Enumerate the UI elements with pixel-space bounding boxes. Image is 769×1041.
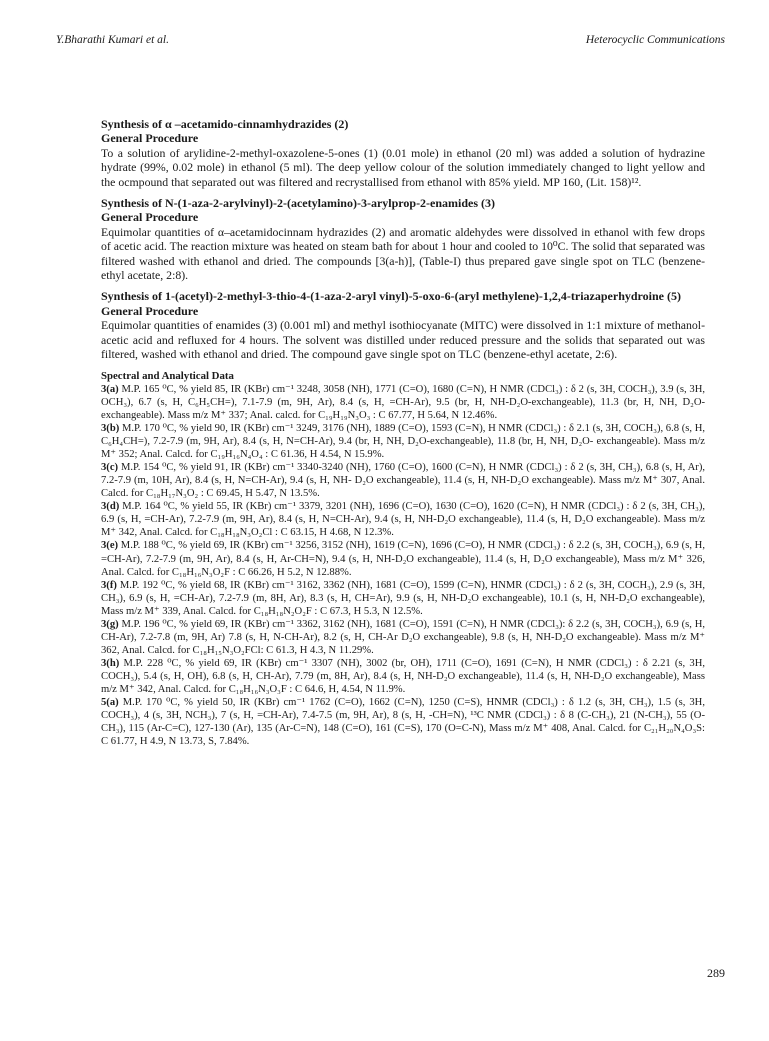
spectral-heading: Spectral and Analytical Data — [101, 369, 234, 382]
spectral-data-section — [101, 369, 705, 749]
entry-text: M.P. 196 ⁰C, % yield 69, IR (KBr) cm⁻¹ 3362, 3162 (NH), 1681 (C=O), 1591 (C=N), H NMR (CDCl₃): δ 2.2 (s, 3H, COCH₃), 6.9 (s, H, CH-Ar), 7.2-7.8 (m, 9H, Ar) 7.8 (s, H, N-CH-Ar), 8.2 (s, H, CH-Ar D₂O exchangeable), 9.8 (s, H, NH-D₂O exchangeable). Mass m/z M⁺ 362, Anal. Calcd. for C₁₈H₁₅N₃O₂FCl: C 61.3, H 4.3, N 11.29%. — [101, 618, 706, 656]
section-paragraph: Equimolar quantities of enamides (3) (0.001 ml) and methyl isothiocyanate (MITC) were dissolved in 1:1 mixture of methanol-acetic acid and refluxed for 4 hours. The solvent was distilled under reduced pressure and the solids that separated out was filtered, washed with ethanol and dried. The compound gave single spot on TLC (benzene-ethyl acetate, 2:6). — [101, 318, 705, 362]
spectral-entry — [101, 618, 705, 657]
spectral-entry — [101, 461, 705, 500]
spectral-entry — [101, 579, 705, 618]
section-title: Synthesis of 1-(acetyl)-2-methyl-3-thio-4-(1-aza-2-aryl vinyl)-5-oxo-6-(aryl methylene)-1,2,4-triazaperhydroine (5) — [101, 289, 681, 304]
entry-id: 3(g) — [101, 618, 119, 630]
section-triazaperhydroine — [101, 289, 705, 361]
entry-id: 3(c) — [101, 462, 119, 474]
entry-id: 3(a) — [101, 383, 119, 395]
header-journal: Heterocyclic Communications — [585, 34, 725, 46]
entry-id: 3(h) — [101, 657, 120, 669]
entry-text: M.P. 170 ⁰C, % yield 50, IR (KBr) cm⁻¹ 1762 (C=O), 1662 (C=N), 1250 (C=S), HNMR (CDCl₃) : δ 1.2 (s, 3H, CH₃), 1.5 (s, 3H, COCH₃), 4 (s, 3H, NCH₃), 7 (s, H, =CH-Ar), 7.4-7.5 (m, 9H, Ar), 8 (s, H, -CH=N), ¹³C NMR (CDCl₃) : δ 8 (C-CH₃), 21 (N-CH₃), 55 (O-CH₃), 115 (Ar-C=C), 127-130 (Ar), 135 (Ar-C=N), 148 (C=O), 161 (C=S), 170 (O=C-N), Mass m/z M⁺ 408, Anal. Calcd. for C₂₁H₂₀N₄O₃S: C 61.77, H 4.9, N 13.73, S, 7.84%. — [101, 697, 705, 748]
spectral-entry — [101, 383, 705, 422]
spectral-entry — [101, 422, 705, 461]
entry-id: 5(a) — [101, 697, 119, 709]
running-header — [56, 34, 725, 46]
section-acetamido-cinnamhydrazides — [101, 117, 705, 189]
section-subtitle: General Procedure — [101, 303, 199, 318]
spectral-entry — [101, 657, 705, 696]
section-enamides — [101, 196, 705, 282]
section-subtitle: General Procedure — [101, 210, 199, 225]
entry-text: M.P. 170 ⁰C, % yield 90, IR (KBr) cm⁻¹ 3249, 3176 (NH), 1889 (C=O), 1593 (C=N), H NMR (CDCl₃) : δ 2.1 (s, 3H, COCH₃), 6.8 (s, H, C₆H₄CH=), 7.2-7.9 (m, 9H, Ar), 8.4 (s, H, N=CH-Ar), 9.4 (br, H, NH, D₂O-exchangeable), 11.8 (br, H, NH, D₂O- exchangeable). Mass m/z M⁺ 352; Anal. Calcd. for C₁₉H₁₆N₄O₄ : C 61.36, H 4.54, N 15.9%. — [101, 423, 705, 461]
article-body — [101, 117, 705, 748]
entry-text: M.P. 228 ⁰C, % yield 69, IR (KBr) cm⁻¹ 3307 (NH), 3002 (br, OH), 1711 (C=O), 1691 (C=N), H NMR (CDCl₃) : δ 2.21 (s, 3H, COCH₃), 5.4 (s, H, OH), 6.8 (s, H, CH-Ar), 7.79 (m, 8H, Ar), 8.4 (s, H, NH-D₂O exchangeable), 11.4 (s, H, NH-D₂O exchangeable), Mass m/z M⁺ 342, Anal. Calcd. for C₁₈H₁₆N₃O₃F : C 64.6, H, 4.54, N 11.9%. — [101, 657, 706, 695]
section-title: Synthesis of α –acetamido-cinnamhydrazides (2) — [101, 117, 349, 131]
section-paragraph: To a solution of arylidine-2-methyl-oxazolene-5-ones (1) (0.01 mole) in ethanol (20 ml) was added a solution of hydrazine hydrate (99%, 0.02 mole) in ethanol (5 ml). The deep yellow colour of the solution immediately changed to light yellow and the ocmpound that separated out was filtered and recrystallised from ethanol with 85% yield. MP 160, (Lit. 158)¹². — [101, 145, 705, 189]
spectral-entries — [101, 383, 705, 748]
section-subtitle: General Procedure — [101, 131, 199, 146]
entry-text: M.P. 165 ⁰C, % yield 85, IR (KBr) cm⁻¹ 3248, 3058 (NH), 1771 (C=O), 1680 (C=N), H NMR (CDCl₃) : δ 2 (s, 3H, COCH₃), 3.9 (s, 3H, OCH₃), 6.7 (s, H, C₆H₅CH=), 7.1-7.9 (m, 9H, Ar), 8.4 (s, H, =CH-Ar), 9.5 (br, H, NH-D₂O-exchangeable), 11.3 (br, H, NH, D₂O-exchangeable). Mass m/z M⁺ 337; Anal. calcd. for C₁₉H₁₉N₃O₃ : C 67.77, H 5.64, N 12.46%. — [101, 383, 705, 421]
entry-text: M.P. 188 ⁰C, % yield 69, IR (KBr) cm⁻¹ 3256, 3152 (NH), 1619 (C=N), 1696 (C=O), H NMR (CDCl₃) : δ 2.2 (s, 3H, COCH₃), 6.9 (s, H, =CH-Ar), 7.2-7.9 (m, 9H, Ar), 8.4 (s, H, Ar-CH=N), 9.4 (s, H, NH-D₂O exchangeable), 11.4 (s, H, D₂O exchangeable), Mass m/z M⁺ 326, Anal. Calcd. for C₁₈H₁₆N₃O₂F : C 66.26, H 5.2, N 12.88%. — [101, 540, 705, 578]
page-number: 289 — [707, 966, 725, 980]
spectral-entry — [101, 696, 705, 748]
spectral-entry — [101, 500, 705, 539]
entry-id: 3(f) — [101, 579, 117, 591]
entry-text: M.P. 192 ⁰C, % yield 68, IR (KBr) cm⁻¹ 3162, 3362 (NH), 1681 (C=O), 1599 (C=N), HNMR (CDCl₃) : δ 2 (s, 3H, COCH₃), 2.9 (s, 3H, CH₃), 6.9 (s, H, =CH-Ar), 7.2-7.9 (m, 8H, Ar), 8.3 (s, H, CH=Ar), 9.9 (s, H, NH-D₂O exchangeable), 10.1 (s, H, NH-D₂O exchangeable), Mass m/z M⁺ 339, Anal. Calcd. for C₁₈H₁₈N₂O₂F : C 67.3, H 5.3, N 12.5%. — [101, 579, 705, 617]
spectral-entry — [101, 539, 705, 578]
entry-id: 3(e) — [101, 540, 119, 552]
section-paragraph: Equimolar quantities of α–acetamidocinnam hydrazides (2) and aromatic aldehydes were dissolved in ethanol with few drops of acetic acid. The reaction mixture was heated on steam bath for about 1 hour and cooled to 10⁰C. The solid that separated was filtered washed with ethanol and dried. The compounds [3(a-h)], (Table-I) thus prepared gave single spot on TLC (benzene-ethyl acetate, 2:8). — [101, 224, 705, 283]
entry-id: 3(b) — [101, 423, 120, 435]
entry-id: 3(d) — [101, 501, 120, 513]
header-authors: Y.Bharathi Kumari et al. — [56, 34, 169, 46]
entry-text: M.P. 154 ⁰C, % yield 91, IR (KBr) cm⁻¹ 3340-3240 (NH), 1760 (C=O), 1600 (C=N), H NMR (CDCl₃) : δ 2 (s, 3H, CH₃), 6.8 (s, H, Ar), 7.2-7.9 (m, 10H, Ar), 8.4 (s, H, N=CH-Ar), 9.4 (s, H, NH- D₂O exchangeable), 11.4 (s, H, NH-D₂O exchangeable). Mass m/z M⁺ 307, Anal. Calcd. for C₁₈H₁₇N₃O₂ : C 69.45, H 5.47, N 13.5%. — [101, 462, 705, 500]
entry-text: M.P. 164 ⁰C, % yield 55, IR (KBr) cm⁻¹ 3379, 3201 (NH), 1696 (C=O), 1630 (C=O), 1620 (C=N), H NMR (CDCl₃) : δ 2 (s, 3H, CH₃), 6.9 (s, H, =CH-Ar), 7.2-7.9 (m, 9H, Ar), 8.4 (s, H, N=CH-Ar), 9.4 (s, H, NH-D₂O exchangeable), 11.4 (s, H, D₂O exchangeable). Mass m/z M⁺ 342, Anal. Calcd. for C₁₈H₁₈N₃O₂Cl : C 63.15, H 4.68, N 12.3%. — [101, 501, 705, 539]
section-title: Synthesis of N-(1-aza-2-arylvinyl)-2-(acetylamino)-3-arylprop-2-enamides (3) — [101, 196, 496, 211]
